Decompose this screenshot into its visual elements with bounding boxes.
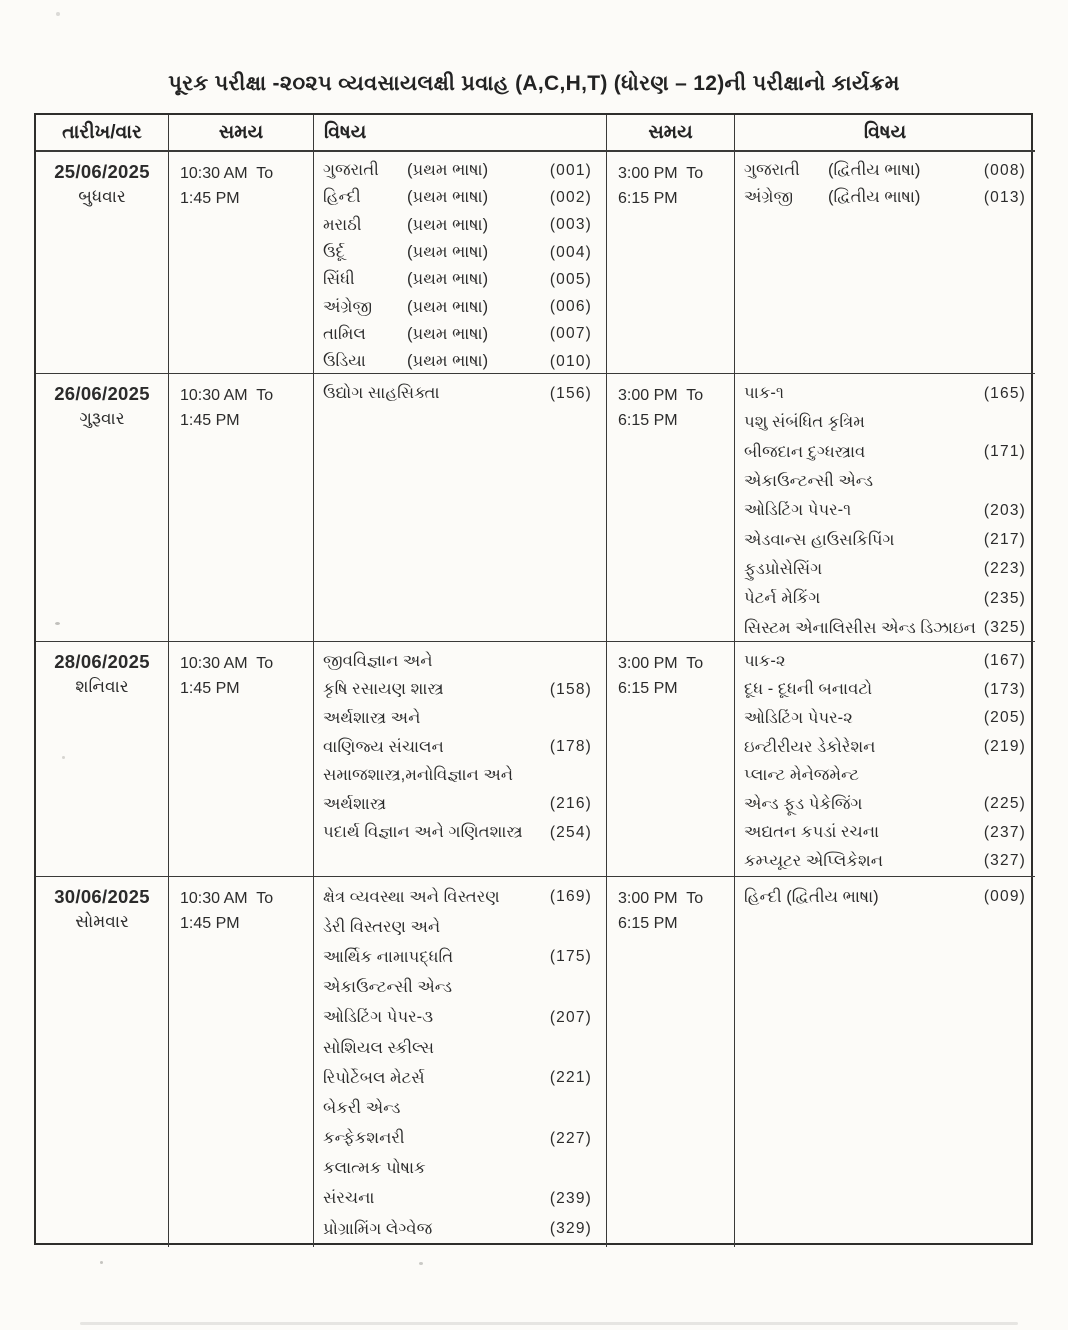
afternoon-time-cell — [607, 642, 735, 877]
subject-code: (254) — [549, 823, 592, 841]
subject-entry — [323, 348, 592, 374]
afternoon-subjects-cell — [735, 374, 1035, 642]
subject-language-note: (દ્વિતીય ભાષા) — [828, 161, 921, 180]
subject-entry — [744, 525, 1026, 554]
exam-day: બુધવાર — [78, 187, 126, 206]
subject-name: સિસ્ટમ એનાલિસીસ એન્ડ ડિઝાઇન — [744, 618, 976, 637]
subject-entry — [744, 408, 1026, 437]
header-time-morning: સમય — [169, 115, 314, 152]
exam-date: 28/06/2025 — [54, 651, 150, 672]
subject-entry — [744, 676, 1026, 705]
subject-entry — [323, 157, 592, 184]
subject-code: (002) — [549, 188, 592, 206]
subject-code: (171) — [983, 443, 1026, 461]
subject-code: (006) — [549, 298, 592, 316]
subject-name: કલાત્મક પોષાક — [323, 1159, 426, 1178]
afternoon-subjects-cell — [735, 877, 1035, 1247]
subject-code: (227) — [549, 1129, 592, 1147]
header-date: તારીખ/વાર — [36, 115, 169, 152]
date-cell — [36, 374, 169, 642]
time-line: 1:45 PM — [180, 190, 240, 207]
subject-code: (003) — [549, 216, 592, 234]
subject-name: કમ્પ્યૂટર એપ્લિકેશન — [744, 851, 884, 870]
subject-entry — [744, 819, 1026, 848]
morning-time-cell — [169, 642, 314, 877]
header-subject-morning: વિષય — [314, 115, 607, 152]
time-line: 6:15 PM — [618, 412, 678, 429]
time-line: 1:45 PM — [180, 412, 240, 429]
subject-entry — [323, 266, 592, 293]
subject-entry — [323, 704, 592, 733]
subject-entry — [744, 847, 1026, 876]
time-line: 3:00 PM To — [618, 165, 704, 182]
subject-code: (327) — [983, 852, 1026, 870]
subject-entry — [323, 321, 592, 348]
subject-code: (329) — [549, 1220, 592, 1238]
subject-entry — [323, 973, 592, 1003]
subject-name: એકાઉન્ટન્સી એન્ડ — [323, 978, 453, 997]
subject-entry — [323, 1124, 592, 1154]
subject-name: પાક-૨ — [744, 651, 786, 670]
subject-name: કૃષિ રસાયણ શાસ્ત્ર — [323, 680, 444, 699]
subject-name: અંગ્રેજી — [323, 297, 373, 316]
subject-name: પદાર્થ વિજ્ઞાન અને ગણિતશાસ્ત્ર — [323, 823, 523, 842]
subject-name: અદ્યતન કપડાં રચના — [744, 823, 880, 842]
subject-entry — [323, 212, 592, 239]
subject-entry — [744, 496, 1026, 525]
subject-code: (173) — [983, 680, 1026, 698]
morning-time-cell — [169, 374, 314, 642]
morning-subjects-cell — [314, 374, 607, 642]
subject-code: (009) — [983, 888, 1026, 906]
scan-edge-smear — [80, 1322, 1018, 1325]
subject-name: ઓડિટિંગ પેપર-૨ — [744, 708, 853, 727]
subject-code: (167) — [983, 652, 1026, 670]
subject-name: અર્થશાસ્ત્ર અને — [323, 708, 421, 727]
subject-code: (169) — [549, 888, 592, 906]
morning-subjects-cell — [314, 642, 607, 877]
subject-code: (223) — [983, 560, 1026, 578]
exam-day: શનિવાર — [75, 677, 129, 696]
scan-speck — [419, 1262, 423, 1265]
subject-name: કન્ફેકશનરી — [323, 1129, 405, 1148]
time-line: 1:45 PM — [180, 680, 240, 697]
time-line: 6:15 PM — [618, 190, 678, 207]
subject-entry — [323, 1033, 592, 1063]
subject-name: હિન્દી — [323, 188, 361, 207]
subject-entry — [744, 467, 1026, 496]
exam-day: ગુરૂવાર — [79, 409, 125, 428]
date-cell — [36, 642, 169, 877]
subject-code: (221) — [549, 1069, 592, 1087]
subject-entry — [323, 1063, 592, 1093]
subject-name: એકાઉન્ટન્સી એન્ડ — [744, 472, 874, 491]
time-line: 3:00 PM To — [618, 890, 704, 907]
exam-day: સોમવાર — [75, 912, 129, 931]
scan-speck — [100, 1261, 103, 1264]
subject-code: (325) — [983, 619, 1027, 637]
subject-code: (217) — [983, 531, 1026, 549]
afternoon-time-cell — [607, 877, 735, 1247]
subject-name: તામિલ — [323, 324, 366, 343]
time-line: 6:15 PM — [618, 915, 678, 932]
subject-name: ક્ષેત્ર વ્યવસ્થા અને વિસ્તરણ — [323, 887, 500, 906]
subject-code: (237) — [983, 823, 1026, 841]
afternoon-subjects-cell — [735, 152, 1035, 374]
subject-entry — [323, 790, 592, 819]
subject-code: (010) — [549, 352, 592, 370]
subject-name: ઉર્દૂ — [323, 243, 345, 262]
subject-code: (004) — [549, 243, 592, 261]
time-line: 10:30 AM To — [180, 165, 274, 182]
morning-subjects-cell — [314, 877, 607, 1247]
subject-code: (005) — [549, 270, 592, 288]
morning-time-cell — [169, 877, 314, 1247]
subject-code: (175) — [549, 948, 592, 966]
subject-name: સોશિયલ સ્કીલ્સ — [323, 1038, 434, 1057]
time-line: 10:30 AM To — [180, 655, 274, 672]
subject-code: (013) — [983, 188, 1026, 206]
time-line: 10:30 AM To — [180, 890, 274, 907]
header-time-afternoon: સમય — [607, 115, 735, 152]
subject-entry — [744, 613, 1026, 642]
time-line: 3:00 PM To — [618, 387, 704, 404]
afternoon-subjects-cell — [735, 642, 1035, 877]
time-line: 3:00 PM To — [618, 655, 704, 672]
subject-code: (001) — [549, 161, 592, 179]
subject-language-note: (પ્રથમ ભાષા) — [407, 352, 489, 371]
subject-name: પાક-૧ — [744, 384, 784, 403]
subject-name: એડવાન્સ હાઉસકિપિંગ — [744, 530, 895, 549]
time-line: 6:15 PM — [618, 680, 678, 697]
subject-entry — [323, 733, 592, 762]
subject-language-note: (પ્રથમ ભાષા) — [407, 215, 489, 234]
subject-name: અંગ્રેજી — [744, 188, 794, 207]
afternoon-time-cell — [607, 374, 735, 642]
time-line: 1:45 PM — [180, 915, 240, 932]
subject-entry — [323, 819, 592, 848]
subject-name: હિન્દી (દ્વિતીય ભાષા) — [744, 887, 879, 906]
subject-entry — [323, 942, 592, 972]
scan-speck — [62, 756, 65, 759]
subject-language-note: (પ્રથમ ભાષા) — [407, 188, 489, 207]
exam-date: 26/06/2025 — [54, 383, 150, 404]
subject-entry — [744, 761, 1026, 790]
subject-entry — [744, 184, 1026, 211]
subject-entry — [323, 912, 592, 942]
subject-name: ઉદ્યોગ સાહસિક્તા — [323, 384, 440, 403]
time-line: 10:30 AM To — [180, 387, 274, 404]
subject-name: ડેરી વિસ્તરણ અને — [323, 917, 441, 936]
subject-name: સમાજશાસ્ત્ર,મનોવિજ્ઞાન અને — [323, 766, 514, 785]
subject-name: જીવવિજ્ઞાન અને — [323, 651, 433, 670]
subject-entry — [744, 733, 1026, 762]
subject-entry — [744, 157, 1026, 184]
subject-name: પેટર્ન મેકિંગ — [744, 589, 821, 608]
subject-entry — [744, 882, 1026, 912]
subject-name: બેકરી એન્ડ — [323, 1098, 401, 1117]
subject-name: વાણિજ્ય સંચાલન — [323, 737, 444, 756]
scan-speck — [55, 622, 60, 625]
subject-language-note: (પ્રથમ ભાષા) — [407, 243, 489, 262]
subject-code: (225) — [983, 795, 1026, 813]
subject-name: ઇન્ટીરીયર ડેકોરેશન — [744, 737, 876, 756]
subject-entry — [323, 239, 592, 266]
subject-entry — [744, 379, 1026, 408]
subject-entry — [744, 438, 1026, 467]
subject-code: (239) — [549, 1189, 592, 1207]
subject-name: પ્રોગ્રામિંગ લેગ્વેજ — [323, 1219, 433, 1238]
subject-name: ગુજરાતી — [323, 161, 379, 180]
subject-language-note: (પ્રથમ ભાષા) — [407, 161, 489, 180]
subject-entry — [744, 555, 1026, 584]
subject-code: (207) — [549, 1008, 592, 1026]
subject-entry — [323, 379, 592, 408]
subject-name: રિપોર્ટેબલ મેટર્સ — [323, 1068, 425, 1087]
afternoon-time-cell — [607, 152, 735, 374]
subject-language-note: (દ્વિતીય ભાષા) — [828, 188, 921, 207]
subject-name: સિંધી — [323, 270, 355, 289]
exam-date: 30/06/2025 — [54, 886, 150, 907]
exam-timetable — [34, 113, 1033, 1245]
subject-code: (205) — [983, 709, 1026, 727]
scan-speck — [56, 12, 60, 16]
subject-language-note: (પ્રથમ ભાષા) — [407, 324, 489, 343]
subject-name: ગુજરાતી — [744, 161, 800, 180]
subject-name: ઓડિટિંગ પેપર-૩ — [323, 1008, 434, 1027]
subject-code: (178) — [549, 738, 592, 756]
subject-code: (156) — [549, 384, 592, 402]
subject-entry — [744, 790, 1026, 819]
subject-name: દૂધ - દૂધની બનાવટો — [744, 680, 873, 699]
subject-code: (216) — [549, 795, 592, 813]
date-cell — [36, 152, 169, 374]
subject-entry — [323, 293, 592, 320]
subject-name: મરાઠી — [323, 215, 362, 234]
subject-code: (158) — [549, 680, 592, 698]
subject-entry — [323, 1003, 592, 1033]
subject-name: ફુડપ્રોસેસિંગ — [744, 559, 823, 578]
subject-code: (007) — [549, 325, 592, 343]
subject-entry — [744, 647, 1026, 676]
subject-name: પશુ સંબંધિત કૃત્રિમ — [744, 413, 865, 432]
subject-name: સંરચના — [323, 1189, 375, 1208]
date-cell — [36, 877, 169, 1247]
subject-name: બીજદાન દુગ્ધસ્ત્રાવ — [744, 442, 866, 461]
subject-code: (235) — [983, 589, 1026, 607]
subject-entry — [744, 704, 1026, 733]
subject-language-note: (પ્રથમ ભાષા) — [407, 270, 489, 289]
subject-entry — [323, 1214, 592, 1244]
subject-entry — [323, 1154, 592, 1184]
subject-language-note: (પ્રથમ ભાષા) — [407, 297, 489, 316]
morning-subjects-cell — [314, 152, 607, 374]
subject-entry — [744, 584, 1026, 613]
subject-entry — [323, 1093, 592, 1123]
subject-code: (203) — [983, 501, 1026, 519]
morning-time-cell — [169, 152, 314, 374]
subject-entry — [323, 882, 592, 912]
subject-code: (219) — [983, 738, 1026, 756]
subject-name: ઓડિટિંગ પેપર-૧ — [744, 501, 852, 520]
subject-entry — [323, 676, 592, 705]
subject-name: આર્થિક નામાપદ્ધતિ — [323, 947, 454, 966]
subject-entry — [323, 647, 592, 676]
subject-name: પ્લાન્ટ મેનેજમેન્ટ — [744, 766, 859, 785]
exam-date: 25/06/2025 — [54, 161, 150, 182]
subject-name: ઉડિયા — [323, 352, 366, 371]
subject-name: અર્થશાસ્ત્ર — [323, 794, 387, 813]
subject-entry — [323, 761, 592, 790]
header-subject-afternoon: વિષય — [735, 115, 1035, 152]
subject-entry — [323, 184, 592, 211]
page-title: પૂરક પરીક્ષા -૨૦૨૫ વ્યવસાયલક્ષી પ્રવાહ (A,C,H,T) (ધોરણ – 12)ની પરીક્ષાનો કાર્યક્રમ — [168, 72, 900, 95]
subject-code: (165) — [983, 384, 1026, 402]
subject-entry — [323, 1184, 592, 1214]
subject-name: એન્ડ ફૂડ પેકેજિંગ — [744, 794, 863, 813]
subject-code: (008) — [983, 161, 1026, 179]
